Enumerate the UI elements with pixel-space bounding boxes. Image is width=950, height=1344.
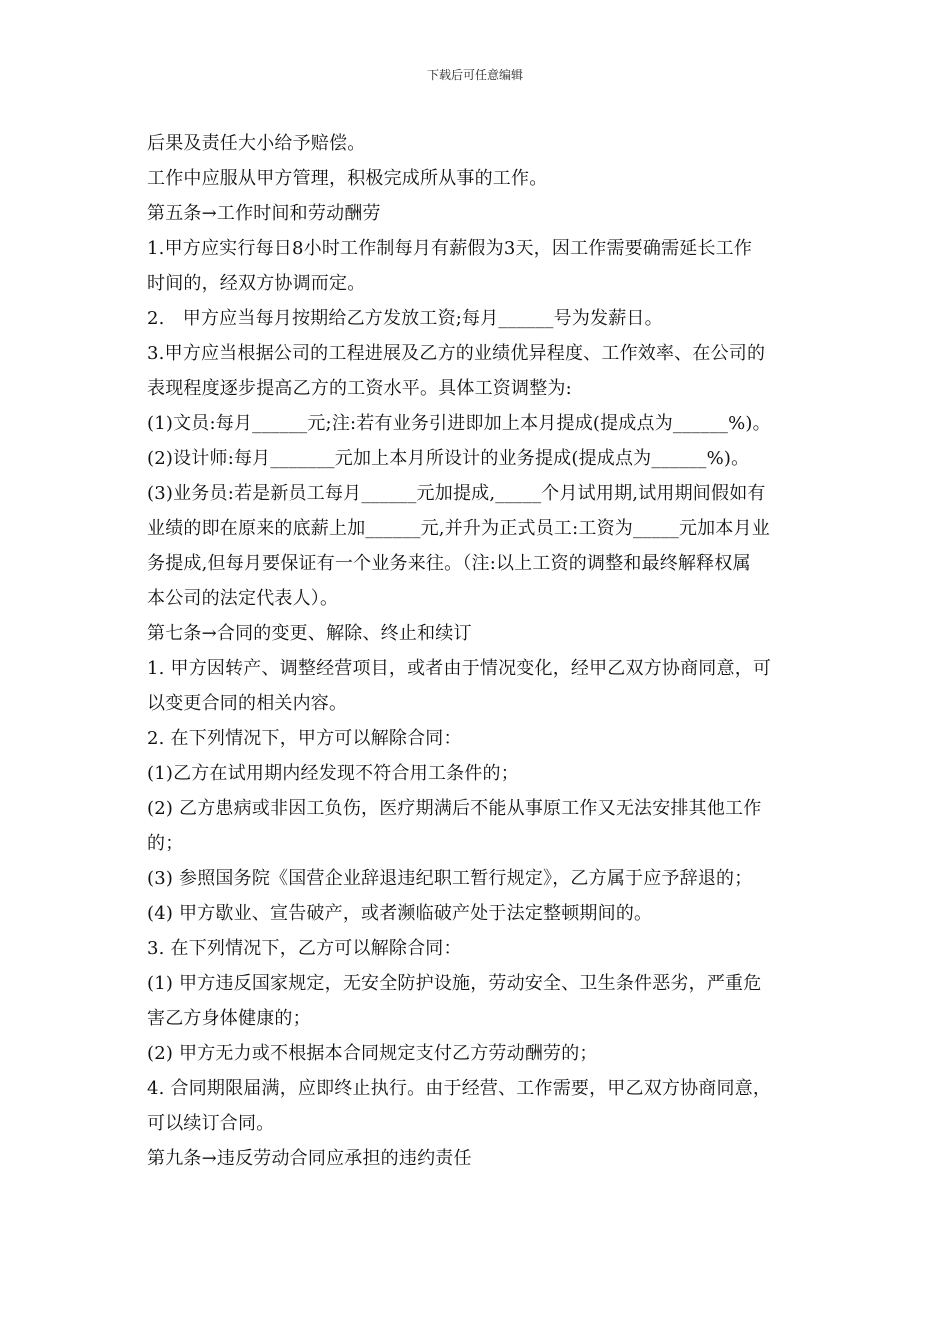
- text-line: (2)设计师:每月_______元加上本月所设计的业务提成(提成点为______%)。: [147, 448, 750, 469]
- text-line: 可以续订合同。: [147, 1113, 275, 1134]
- text-line: (1) 甲方违反国家规定，无安全防护设施，劳动安全、卫生条件恶劣，严重危: [147, 973, 762, 994]
- text-line: 害乙方身体健康的；: [147, 1008, 311, 1029]
- text-line: (1)文员:每月______元;注:若有业务引进即加上本月提成(提成点为______%)。: [147, 413, 771, 434]
- text-line: 的；: [147, 833, 184, 854]
- text-line: 1. 甲方因转产、调整经营项目，或者由于情况变化，经甲乙双方协商同意，可: [147, 658, 772, 679]
- text-line: 1.甲方应实行每日8小时工作制每月有薪假为3天，因工作需要确需延长工作: [147, 238, 753, 259]
- text-line: 后果及责任大小给予赔偿。: [147, 133, 366, 154]
- text-line: 4. 合同期限届满，应即终止执行。由于经营、工作需要，甲乙双方协商同意，: [147, 1078, 772, 1099]
- text-line: 本公司的法定代表人）。: [147, 588, 339, 609]
- text-line: (3)业务员:若是新员工每月______元加提成,_____个月试用期,试用期间假如有: [147, 483, 766, 504]
- text-line: (1)乙方在试用期内经发现不符合用工条件的；: [147, 763, 519, 784]
- text-line: 以变更合同的相关内容。: [147, 693, 348, 714]
- text-line: (3) 参照国务院《国营企业辞退违纪职工暂行规定》，乙方属于应予辞退的；: [147, 868, 753, 889]
- page-header: 下载后可任意编辑: [426, 68, 523, 82]
- text-line: 3.甲方应当根据公司的工程进展及乙方的业绩优异程度、工作效率、在公司的: [147, 343, 766, 364]
- text-line: 时间的，经双方协调而定。: [147, 273, 366, 294]
- section-heading: 第七条→合同的变更、解除、终止和续订: [147, 623, 472, 644]
- text-line: 2. 甲方应当每月按期给乙方发放工资;每月______号为发薪日。: [147, 308, 663, 329]
- text-line: (4) 甲方歇业、宣告破产，或者濒临破产处于法定整顿期间的。: [147, 903, 653, 924]
- text-line: 2. 在下列情况下，甲方可以解除合同：: [147, 728, 462, 749]
- document-body: [147, 126, 807, 1176]
- section-heading: 第九条→违反劳动合同应承担的违约责任: [147, 1148, 472, 1169]
- text-line: (2) 甲方无力或不根据本合同规定支付乙方劳动酬劳的；: [147, 1043, 598, 1064]
- text-line: 表现程度逐步提高乙方的工资水平。具体工资调整为:: [147, 378, 572, 399]
- text-line: 3. 在下列情况下，乙方可以解除合同：: [147, 938, 462, 959]
- text-line: 业绩的即在原来的底薪上加______元,并升为正式员工:工资为_____元加本月业: [147, 518, 770, 539]
- text-line: 务提成,但每月要保证有一个业务来往。（注:以上工资的调整和最终解释权属: [147, 553, 751, 574]
- section-heading: 第五条→工作时间和劳动酬劳: [147, 203, 381, 224]
- text-line: (2) 乙方患病或非因工负伤，医疗期满后不能从事原工作又无法安排其他工作: [147, 798, 762, 819]
- text-line: 工作中应服从甲方管理，积极完成所从事的工作。: [147, 168, 548, 189]
